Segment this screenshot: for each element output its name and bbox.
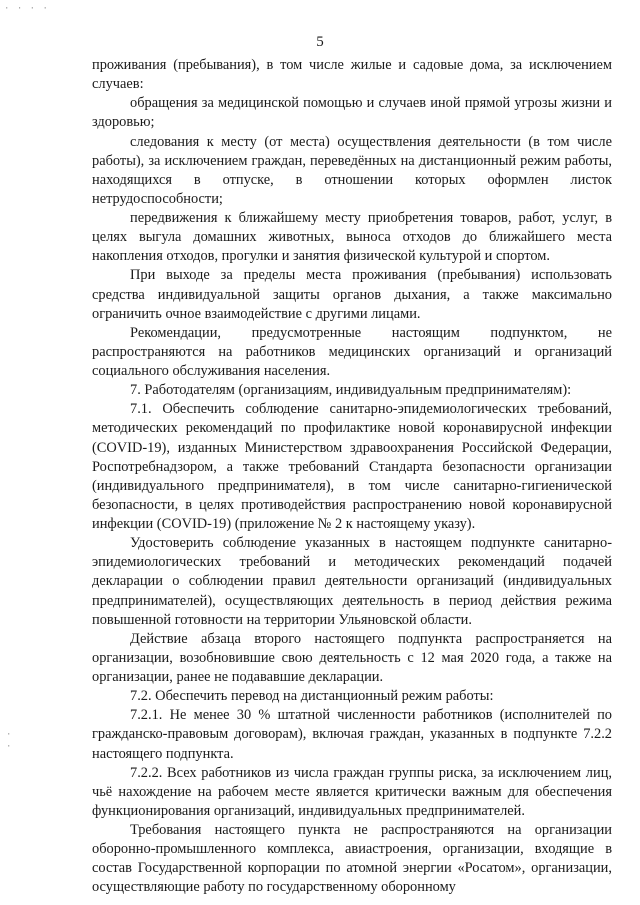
paragraph: проживания (пребывания), в том числе жилые и садовые дома, за исключением случаев:: [92, 57, 612, 93]
paragraph: 7.2.2. Всех работников из числа граждан группы риска, за исключением лиц, чьё нахождение на рабочем месте является критически важным для обеспечения функционирования организаций, индивидуальных предпринимателей.: [92, 764, 612, 819]
paragraph: обращения за медицинской помощью и случаев иной прямой угрозы жизни и здоровью;: [92, 95, 612, 131]
scan-artifact-mark: ·: [6, 730, 13, 740]
paragraph: Рекомендации, предусмотренные настоящим подпунктом, не распространяются на работников медицинских организаций и организаций социального обслуживания населения.: [92, 324, 612, 379]
page-number: 5: [316, 34, 324, 50]
scan-artifact-mark: ·: [6, 742, 13, 752]
paragraph: При выходе за пределы места проживания (пребывания) использовать средства индивидуальной защиты органов дыхания, а также максимально ограничить очное взаимодействие с другими лицами.: [92, 267, 612, 322]
paragraph: 7. Работодателям (организациям, индивидуальным предпринимателям):: [130, 382, 572, 399]
paragraph: 7.2.1. Не менее 30 % штатной численности работников (исполнителей по гражданско-правовым договорам), включая граждан, указанных в подпункте 7.2.2 настоящего подпункта.: [92, 707, 612, 762]
paragraph: 7.2. Обеспечить перевод на дистанционный режим работы:: [130, 688, 494, 705]
paragraph: Действие абзаца второго настоящего подпункта распространяется на организации, возобновившие свою деятельность с 12 мая 2020 года, а также на организации, ранее не подававшие декларации.: [92, 630, 612, 685]
paragraph: передвижения к ближайшему месту приобретения товаров, работ, услуг, в целях выгула домашних животных, выноса отходов до ближайшего места накопления отходов, прогулки и занятия физической культурой и спортом.: [92, 210, 612, 265]
paragraph: Удостоверить соблюдение указанных в настоящем подпункте санитарно-эпидемиологических требований и методических рекомендаций подачей декларации о соблюдении правил деятельности организаций (индивидуальных предпринимателей), осуществляющих деятельность в период действия режима повышенной готовности на территории Ульяновской области.: [92, 535, 612, 628]
paragraph: 7.1. Обеспечить соблюдение санитарно-эпидемиологических требований, методических рекомендаций по профилактике новой коронавирусной инфекции (COVID-19), изданных Министерством здравоохранения Российской Федерации, Роспотребнадзором, а также требований Стандарта безопасности организации (индивидуального предпринимателя), в том числе санитарно-гигиенической безопасности, в целях противодействия распространению новой коронавирусной инфекции (COVID-19) (приложение № 2 к настоящему указу).: [92, 401, 612, 532]
document-body: [92, 56, 612, 898]
paragraph: Требования настоящего пункта не распространяются на организации оборонно-промышленного комплекса, авиастроения, организации, входящие в состав Государственной корпорации по атомной энергии «Росатом», организации, осуществляющие работу по государственному оборонному: [92, 822, 612, 896]
paragraph: следования к месту (от места) осуществления деятельности (в том числе работы), за исключением граждан, переведённых на дистанционный режим работы, находящихся в отпуске, в отношении которых оформлен листок нетрудоспособности;: [92, 133, 612, 207]
scan-artifact-mark: · · · ·: [4, 4, 49, 14]
